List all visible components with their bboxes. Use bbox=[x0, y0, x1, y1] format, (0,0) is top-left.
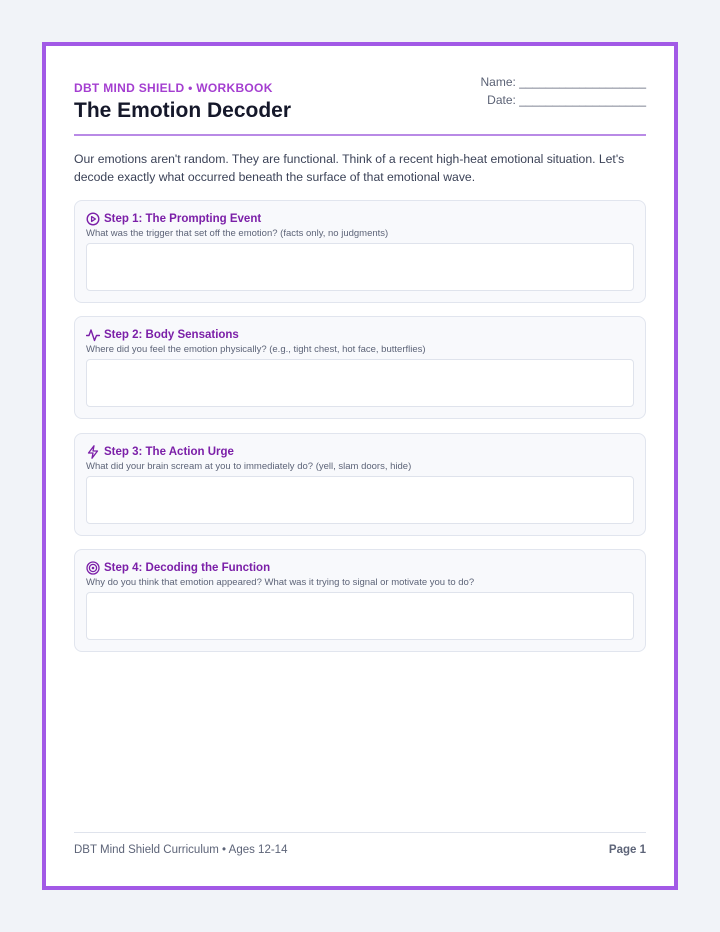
intro-text: Our emotions aren't random. They are functional. Think of a recent high-heat emotional situation. Let's decode exactly what occurred beneath the surface of that emotional wave. bbox=[74, 152, 625, 184]
step-card-1 bbox=[74, 200, 646, 303]
footer-curriculum: DBT Mind Shield Curriculum • Ages 12-14 bbox=[74, 844, 288, 856]
pulse-icon bbox=[86, 328, 100, 342]
lightning-icon bbox=[86, 445, 100, 459]
worksheet-page bbox=[42, 42, 678, 890]
step-header bbox=[86, 327, 239, 343]
date-field: Date: ___________________ bbox=[487, 93, 646, 107]
page-number: Page 1 bbox=[608, 844, 646, 856]
step-title: Step 1: The Prompting Event bbox=[104, 213, 262, 225]
step-title: Step 2: Body Sensations bbox=[104, 329, 239, 341]
page-title: The Emotion Decoder bbox=[74, 99, 292, 122]
step-header bbox=[86, 444, 234, 460]
name-field: Name: ___________________ bbox=[480, 75, 646, 89]
answer-box-2[interactable] bbox=[86, 359, 634, 407]
step-hint: What was the trigger that set off the emotion? (facts only, no judgments) bbox=[86, 228, 389, 239]
step-hint: Why do you think that emotion appeared? What was it trying to signal or motivate you to do? bbox=[86, 577, 475, 588]
step-card-3 bbox=[74, 433, 646, 536]
answer-box-3[interactable] bbox=[86, 476, 634, 524]
step-title: Step 4: Decoding the Function bbox=[104, 562, 271, 574]
page-header bbox=[74, 46, 646, 136]
page-footer bbox=[74, 832, 646, 872]
step-header bbox=[86, 560, 270, 576]
step-card-2 bbox=[74, 316, 646, 419]
step-header bbox=[86, 211, 261, 227]
workbook-eyebrow: DBT MIND SHIELD • WORKBOOK bbox=[74, 81, 273, 95]
target-icon bbox=[86, 561, 100, 575]
step-hint: What did your brain scream at you to immediately do? (yell, slam doors, hide) bbox=[86, 461, 412, 472]
answer-box-1[interactable] bbox=[86, 243, 634, 291]
answer-box-4[interactable] bbox=[86, 592, 634, 640]
step-title: Step 3: The Action Urge bbox=[104, 446, 234, 458]
step-hint: Where did you feel the emotion physically? (e.g., tight chest, hot face, butterflies) bbox=[86, 344, 426, 355]
play-circle-icon bbox=[86, 212, 100, 226]
step-card-4 bbox=[74, 549, 646, 652]
